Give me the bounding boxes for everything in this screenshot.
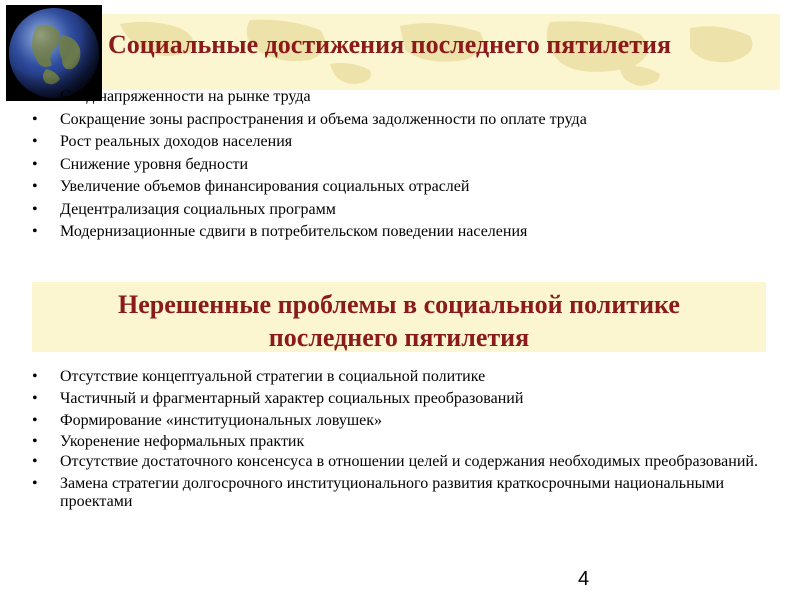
list-item-text: Спад напряженности на рынке труда [60, 88, 311, 105]
list-item-text: Снижение уровня бедности [60, 155, 249, 173]
bullet-icon: • [32, 368, 38, 385]
list-item [32, 199, 772, 222]
problems-list [32, 366, 772, 515]
list-item [32, 109, 772, 132]
bullet-icon: • [32, 88, 38, 105]
bullet-icon: • [32, 110, 38, 128]
bullet-icon: • [32, 178, 38, 195]
section2-title [32, 288, 766, 354]
list-item [32, 475, 772, 511]
list-item-text: Замена стратегии долгосрочного институционального развития краткосрочными национальными проектами [60, 475, 725, 511]
section2-title-line1: Нерешенные проблемы в социальной политике [118, 290, 680, 319]
list-item-text: Рост реальных доходов населения [60, 133, 293, 150]
bullet-icon: • [32, 453, 38, 471]
list-item [32, 388, 772, 410]
list-item-text: Частичный и фрагментарный характер социальных преобразований [60, 389, 524, 407]
list-item-text: Модернизационные сдвиги в потребительском поведении населения [60, 223, 528, 240]
bullet-icon: • [32, 133, 38, 150]
bullet-icon: • [32, 475, 38, 493]
list-item-text: Децентрализация социальных программ [60, 200, 336, 218]
section2-title-line2: последнего пятилетия [268, 323, 530, 352]
list-item [32, 176, 772, 199]
list-item-text: Увеличение объемов финансирования социальных отраслей [60, 178, 470, 195]
bullet-icon: • [32, 223, 38, 240]
achievements-list [32, 86, 772, 244]
list-item-text: Укоренение неформальных практик [60, 433, 305, 451]
list-item [32, 366, 772, 388]
bullet-icon: • [32, 411, 38, 429]
list-item [32, 86, 772, 109]
list-item [32, 154, 772, 177]
bullet-icon: • [32, 433, 38, 451]
section1-title: Социальные достижения последнего пятилетия [108, 30, 672, 59]
list-item [32, 410, 772, 432]
list-item [32, 431, 772, 453]
list-item-text: Сокращение зоны распространения и объема задолженности по оплате труда [60, 110, 587, 128]
bullet-icon: • [32, 200, 38, 218]
list-item [32, 221, 772, 244]
list-item-text: Отсутствие достаточного консенсуса в отношении целей и содержания необходимых преобразований. [60, 453, 758, 471]
list-item [32, 131, 772, 154]
list-item [32, 453, 772, 471]
list-item-text: Отсутствие концептуальной стратегии в социальной политике [60, 368, 486, 385]
page-number: 4 [578, 568, 590, 590]
bullet-icon: • [32, 155, 38, 173]
list-item-text: Формирование «институциональных ловушек» [60, 411, 383, 429]
bullet-icon: • [32, 389, 38, 407]
